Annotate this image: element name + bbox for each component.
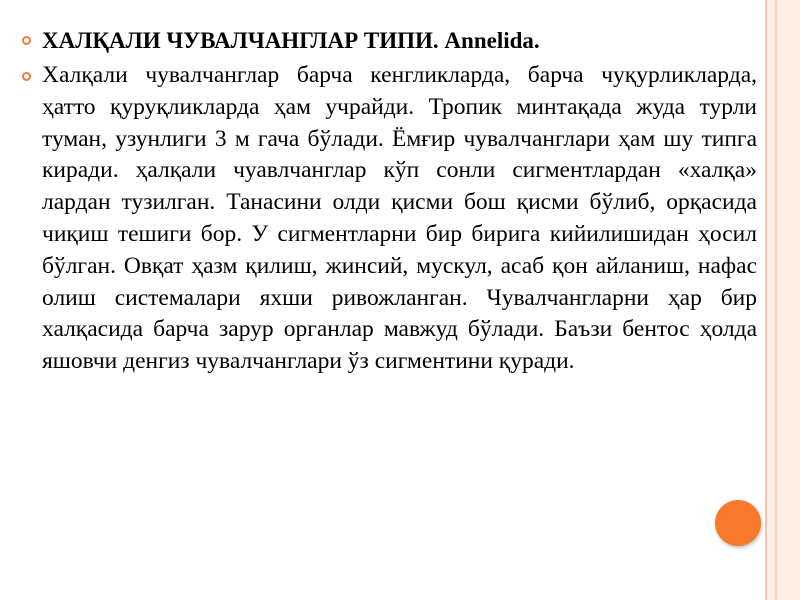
slide-heading [42,24,757,58]
bullet-circle-icon [22,72,31,81]
decorative-side-panel [765,0,800,600]
heading-bullet-item [22,24,757,58]
body-paragraph: Халқали чувалчанглар барча кенгликларда, барча чуқурликларда, ҳатто қуруқликларда ҳам учрайди. Тропик минтақада жуда турли туман, узунлиги 3 м гача бўлади. Ёмғир чувалчанглари ҳам шу типга киради. ҳалқали чуавлчанглар кўп сонли сигментлардан «халқа» лардан тузилган. Танасини олди қисми бош қисми бўлиб, орқасида чиқиш тешиги бор. У сигментларни бир бирига кийилишидан ҳосил бўлган. Овқат ҳазм қилиш, жинсий, мускул, асаб қон айланиш, нафас олиш системалари яхши ривожланган. Чувалчангларни ҳар бир халқасида барча зарур органлар мавжуд бўлади. Баъзи бентос ҳолда яшовчи денгиз чувалчанглари ўз сигментини қуради. [42,62,757,375]
paragraph-bullet-item [22,60,757,378]
decorative-orange-circle [715,500,761,546]
bullet-circle-icon [22,36,31,45]
heading-latin-name: Annelida. [444,28,540,53]
heading-title: ХАЛҚАЛИ ЧУВАЛЧАНГЛАР ТИПИ. [42,28,439,53]
decorative-side-line [775,0,777,600]
slide-content [22,24,757,378]
